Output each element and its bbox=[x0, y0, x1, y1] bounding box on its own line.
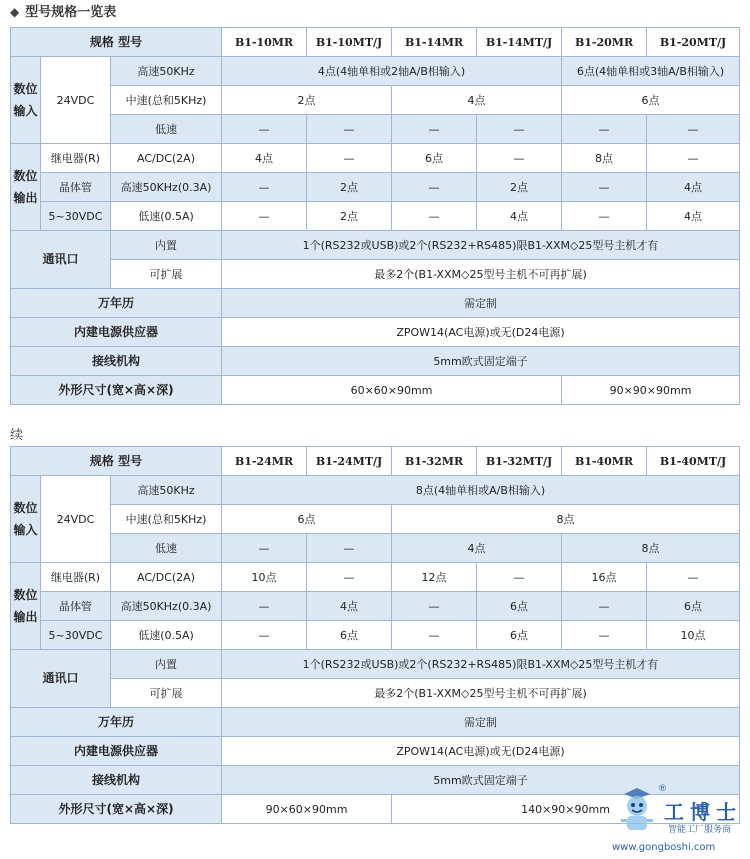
spec-table-1 bbox=[10, 27, 740, 405]
wiring-value: 5mm欧式固定端子 bbox=[222, 766, 740, 795]
model-header: B1-40MT/J bbox=[647, 447, 740, 476]
mid-speed-value: 4点 bbox=[392, 86, 562, 115]
model-header: B1-10MR bbox=[222, 28, 307, 57]
transistor-high-value: — bbox=[222, 592, 307, 621]
low-speed-value: 8点 bbox=[562, 534, 740, 563]
acdc-label: AC/DC(2A) bbox=[111, 563, 222, 592]
mid-speed-value: 8点 bbox=[392, 505, 740, 534]
low-speed-value: — bbox=[222, 115, 307, 144]
section-heading bbox=[10, 2, 116, 22]
power-supply-value: ZPOW14(AC电源)或无(D24电源) bbox=[222, 318, 740, 347]
mid-speed-value: 2点 bbox=[222, 86, 392, 115]
dimension-value: 90×90×90mm bbox=[562, 376, 740, 405]
relay-value: — bbox=[307, 563, 392, 592]
low-speed-value: — bbox=[477, 115, 562, 144]
brand-slogan: 智能工厂服务商 bbox=[668, 825, 732, 835]
model-header: B1-10MT/J bbox=[307, 28, 392, 57]
digital-output-label: 数位 输出 bbox=[11, 144, 41, 231]
high-speed-label: 高速50KHz bbox=[111, 476, 222, 505]
power-supply-value: ZPOW14(AC电源)或无(D24电源) bbox=[222, 737, 740, 766]
transistor-high-value: 6点 bbox=[477, 592, 562, 621]
comm-port-label: 通讯口 bbox=[11, 231, 111, 289]
continued-label: 续 bbox=[10, 428, 24, 443]
model-header: B1-40MR bbox=[562, 447, 647, 476]
relay-value: 4点 bbox=[222, 144, 307, 173]
voltage-label: 24VDC bbox=[41, 476, 111, 563]
digital-input-label: 数位 输入 bbox=[11, 57, 41, 144]
transistor-high-value: — bbox=[222, 173, 307, 202]
transistor-high-value: 2点 bbox=[307, 173, 392, 202]
model-header: B1-24MT/J bbox=[307, 447, 392, 476]
wiring-value: 5mm欧式固定端子 bbox=[222, 347, 740, 376]
builtin-label: 内置 bbox=[111, 650, 222, 679]
transistor-high-value: 4点 bbox=[647, 173, 740, 202]
transistor-high-value: — bbox=[392, 592, 477, 621]
low-speed-label: 低速 bbox=[111, 115, 222, 144]
spec-table-2 bbox=[10, 446, 740, 824]
relay-value: 6点 bbox=[392, 144, 477, 173]
transistor-low-value: — bbox=[392, 621, 477, 650]
low-speed-value: — bbox=[307, 115, 392, 144]
transistor-low-value: — bbox=[562, 202, 647, 231]
transistor-high-value: — bbox=[392, 173, 477, 202]
builtin-label: 内置 bbox=[111, 231, 222, 260]
low-speed-value: 4点 bbox=[392, 534, 562, 563]
transistor-high-value: 4点 bbox=[307, 592, 392, 621]
power-supply-label: 内建电源供应器 bbox=[11, 737, 222, 766]
high-output-label: 高速50KHz(0.3A) bbox=[111, 173, 222, 202]
high-speed-input-value: 6点(4轴单相或3轴A/B相输入) bbox=[562, 57, 740, 86]
mid-speed-label: 中速(总和5KHz) bbox=[111, 86, 222, 115]
transistor-label: 晶体管 bbox=[41, 592, 111, 621]
calendar-value: 需定制 bbox=[222, 289, 740, 318]
robot-mascot-icon bbox=[616, 788, 658, 834]
transistor-low-value: — bbox=[222, 202, 307, 231]
transistor-low-value: 2点 bbox=[307, 202, 392, 231]
low-speed-value: — bbox=[647, 115, 740, 144]
diamond-bullet-icon: ◆ bbox=[10, 5, 20, 19]
transistor-low-value: 10点 bbox=[647, 621, 740, 650]
dimension-value: 140×90×90mm bbox=[392, 795, 740, 824]
high-speed-label: 高速50KHz bbox=[111, 57, 222, 86]
transistor-low-value: — bbox=[392, 202, 477, 231]
expand-label: 可扩展 bbox=[111, 679, 222, 708]
model-header: B1-20MT/J bbox=[647, 28, 740, 57]
transistor-high-value: — bbox=[562, 173, 647, 202]
calendar-label: 万年历 bbox=[11, 289, 222, 318]
voltage-label: 24VDC bbox=[41, 57, 111, 144]
transistor-low-value: 6点 bbox=[477, 621, 562, 650]
model-header: B1-14MT/J bbox=[477, 28, 562, 57]
comm-port-label: 通讯口 bbox=[11, 650, 111, 708]
section-title: 型号规格一览表 bbox=[25, 5, 117, 20]
relay-value: 8点 bbox=[562, 144, 647, 173]
acdc-label: AC/DC(2A) bbox=[111, 144, 222, 173]
relay-value: 16点 bbox=[562, 563, 647, 592]
relay-value: — bbox=[477, 563, 562, 592]
calendar-value: 需定制 bbox=[222, 708, 740, 737]
spec-model-header: 规格 型号 bbox=[11, 447, 222, 476]
low-speed-label: 低速 bbox=[111, 534, 222, 563]
low-speed-value: — bbox=[307, 534, 392, 563]
low-output-label: 低速(0.5A) bbox=[111, 621, 222, 650]
mid-speed-label: 中速(总和5KHz) bbox=[111, 505, 222, 534]
brand-url: www.gongboshi.com bbox=[612, 842, 716, 853]
voltage-range-label: 5~30VDC bbox=[41, 621, 111, 650]
model-header: B1-32MT/J bbox=[477, 447, 562, 476]
relay-value: — bbox=[647, 144, 740, 173]
calendar-label: 万年历 bbox=[11, 708, 222, 737]
expand-value: 最多2个(B1-XXM◇25型号主机不可再扩展) bbox=[222, 679, 740, 708]
registered-mark: ® bbox=[658, 784, 667, 794]
transistor-high-value: 2点 bbox=[477, 173, 562, 202]
digital-output-label: 数位 输出 bbox=[11, 563, 41, 650]
transistor-high-value: 6点 bbox=[647, 592, 740, 621]
wiring-label: 接线机构 bbox=[11, 347, 222, 376]
transistor-high-value: — bbox=[562, 592, 647, 621]
digital-input-label: 数位 输入 bbox=[11, 476, 41, 563]
mid-speed-value: 6点 bbox=[562, 86, 740, 115]
relay-value: 12点 bbox=[392, 563, 477, 592]
dimension-value: 90×60×90mm bbox=[222, 795, 392, 824]
model-header: B1-32MR bbox=[392, 447, 477, 476]
transistor-low-value: 4点 bbox=[647, 202, 740, 231]
expand-value: 最多2个(B1-XXM◇25型号主机不可再扩展) bbox=[222, 260, 740, 289]
transistor-label: 晶体管 bbox=[41, 173, 111, 202]
gongboshi-logo bbox=[608, 782, 748, 858]
relay-value: — bbox=[477, 144, 562, 173]
relay-label: 继电器(R) bbox=[41, 144, 111, 173]
transistor-low-value: — bbox=[562, 621, 647, 650]
low-output-label: 低速(0.5A) bbox=[111, 202, 222, 231]
voltage-range-label: 5~30VDC bbox=[41, 202, 111, 231]
low-speed-value: — bbox=[222, 534, 307, 563]
brand-name: 工博士 bbox=[664, 800, 742, 824]
low-speed-value: — bbox=[562, 115, 647, 144]
low-speed-value: — bbox=[392, 115, 477, 144]
mid-speed-value: 6点 bbox=[222, 505, 392, 534]
builtin-value: 1个(RS232或USB)或2个(RS232+RS485)限B1-XXM◇25型号主机才有 bbox=[222, 231, 740, 260]
dimension-label: 外形尺寸(宽×高×深) bbox=[11, 795, 222, 824]
power-supply-label: 内建电源供应器 bbox=[11, 318, 222, 347]
relay-value: 10点 bbox=[222, 563, 307, 592]
dimension-value: 60×60×90mm bbox=[222, 376, 562, 405]
spec-model-header: 规格 型号 bbox=[11, 28, 222, 57]
wiring-label: 接线机构 bbox=[11, 766, 222, 795]
transistor-low-value: 4点 bbox=[477, 202, 562, 231]
transistor-low-value: 6点 bbox=[307, 621, 392, 650]
expand-label: 可扩展 bbox=[111, 260, 222, 289]
relay-value: — bbox=[647, 563, 740, 592]
model-header: B1-14MR bbox=[392, 28, 477, 57]
dimension-label: 外形尺寸(宽×高×深) bbox=[11, 376, 222, 405]
transistor-low-value: — bbox=[222, 621, 307, 650]
relay-value: — bbox=[307, 144, 392, 173]
model-header: B1-24MR bbox=[222, 447, 307, 476]
model-header: B1-20MR bbox=[562, 28, 647, 57]
builtin-value: 1个(RS232或USB)或2个(RS232+RS485)限B1-XXM◇25型号主机才有 bbox=[222, 650, 740, 679]
high-speed-input-value: 8点(4轴单相或A/B相输入) bbox=[222, 476, 740, 505]
relay-label: 继电器(R) bbox=[41, 563, 111, 592]
high-speed-input-value: 4点(4轴单相或2轴A/B相输入) bbox=[222, 57, 562, 86]
high-output-label: 高速50KHz(0.3A) bbox=[111, 592, 222, 621]
